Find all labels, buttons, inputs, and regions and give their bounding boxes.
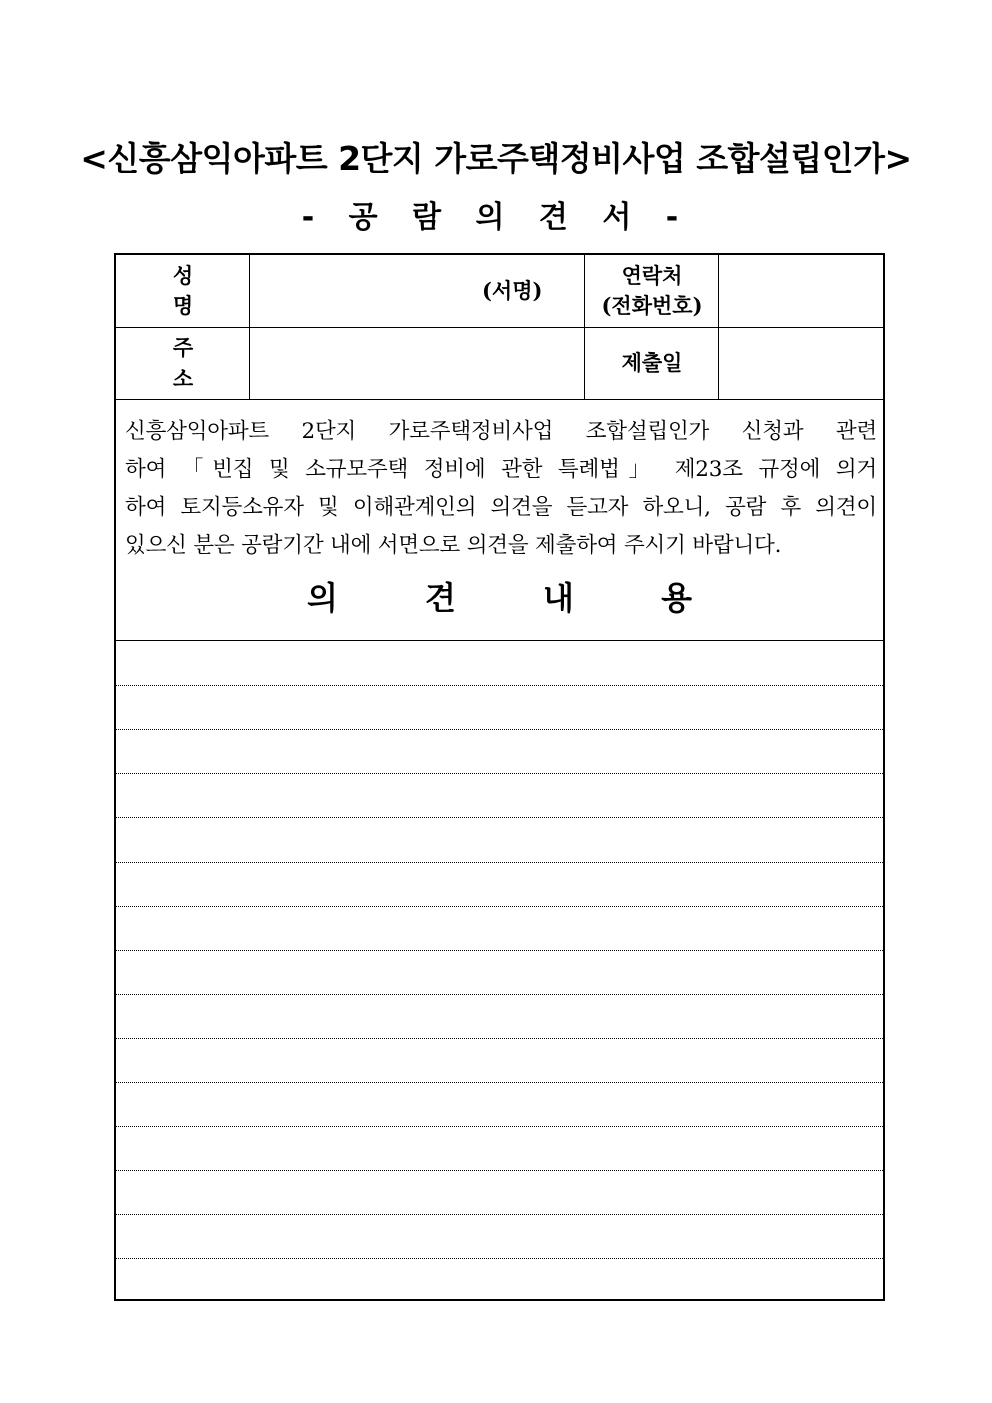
address-label	[116, 328, 250, 399]
opinion-writing-line	[116, 950, 883, 951]
opinion-writing-line	[116, 862, 883, 863]
column-divider	[249, 255, 250, 399]
contact-label	[585, 255, 719, 327]
notice-line: 하여 토지등소유자 및 이해관계인의 의견을 듣고자 하오니, 공람 후 의견이	[125, 495, 877, 520]
sign-label: (서명)	[482, 278, 543, 303]
opinion-writing-line	[116, 1214, 883, 1215]
opinion-writing-line	[116, 1258, 883, 1259]
submit-date-field[interactable]	[719, 328, 885, 399]
contact-field[interactable]	[719, 255, 885, 327]
contact-label-line1: 연락처	[621, 262, 683, 288]
opinion-writing-line	[116, 1038, 883, 1039]
address-field[interactable]	[250, 328, 585, 399]
opinion-section-divider	[116, 640, 883, 641]
opinion-heading: 의 견 내 용	[306, 579, 731, 617]
opinion-form	[114, 253, 885, 1301]
opinion-writing-line	[116, 1082, 883, 1083]
contact-label-line2: (전화번호)	[601, 293, 703, 318]
submit-date-label	[585, 328, 719, 399]
name-label-text: 성 명	[172, 262, 216, 318]
opinion-writing-line	[116, 729, 883, 730]
notice-line: 있으신 분은 공람기간 내에 서면으로 의견을 제출하여 주시기 바랍니다.	[125, 533, 782, 558]
document-title: <신흥삼익아파트 2단지 가로주택정비사업 조합설립인가>	[80, 139, 912, 178]
notice-line: 신흥삼익아파트 2단지 가로주택정비사업 조합설립인가 신청과 관련	[125, 419, 877, 444]
submit-date-label-text: 제출일	[621, 350, 683, 376]
opinion-writing-line	[116, 685, 883, 686]
address-label-text: 주 소	[172, 335, 216, 391]
notice-paragraph	[125, 413, 877, 565]
column-divider	[584, 255, 585, 399]
opinion-writing-line	[116, 773, 883, 774]
opinion-writing-line	[116, 1126, 883, 1127]
opinion-writing-line	[116, 817, 883, 818]
row-divider	[116, 399, 883, 400]
opinion-writing-line	[116, 994, 883, 995]
document-subtitle: - 공 람 의 견 서 -	[301, 200, 691, 235]
name-label	[116, 255, 250, 327]
notice-line: 하여 「빈집 및 소규모주택 정비에 관한 특례법」 제23조 규정에 의거	[125, 457, 877, 482]
column-divider	[718, 255, 719, 399]
opinion-writing-line	[116, 906, 883, 907]
opinion-writing-line	[116, 1170, 883, 1171]
